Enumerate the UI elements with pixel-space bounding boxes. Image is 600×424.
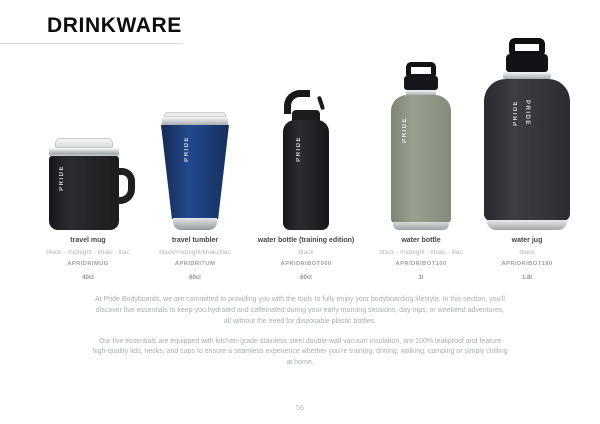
product-colorways: black - midnight - khaki - lilac xyxy=(46,249,130,256)
product-name: water bottle (training edition) xyxy=(257,237,355,244)
product-colorways: black - midnight - khaki - lilac xyxy=(379,249,463,256)
bottle-flip-lever xyxy=(317,96,325,111)
brand-logo-mark: PRIDE xyxy=(524,100,530,126)
product-name: travel mug xyxy=(70,237,106,244)
page-number: 56 xyxy=(295,403,305,412)
travel-mug-image xyxy=(28,36,148,230)
tumbler-steel-base xyxy=(173,218,217,230)
brand-logo-mark: PRIDE xyxy=(296,136,302,162)
code-volume-separator: - xyxy=(194,267,196,273)
travel-mug-illustration xyxy=(41,138,135,230)
product-colorways: black xyxy=(298,249,314,256)
description-paragraph-2: Our five essentials are equipped with kitchen-grade stainless steel double-wall vacuum insulation, are 100% leakproof and feature high-quality lids, necks, and caps to ensure a seamless experience whether you're training, driving, walking, camping or simply chilling at home. xyxy=(92,337,508,367)
product-name: travel tumbler xyxy=(171,237,219,244)
brand-logo-mark: PRIDE xyxy=(513,100,519,126)
brand-logo-mark: PRIDE xyxy=(59,165,65,191)
tumbler-body xyxy=(161,125,229,219)
code-volume-separator: - xyxy=(87,267,89,273)
product-code: APRIDRIBOT100 xyxy=(395,261,447,267)
product-volume: 60cl xyxy=(300,275,312,281)
mug-clear-lid xyxy=(55,138,113,148)
description-paragraph-1: At Pride Bodyboards, we are committed to providing you with the tools to fully enjoy your bodyboarding lifestyle. In this section, you'll discover five essentials to keep you hydrated and caffeinated during your early morning sessions, day trips, or weekend adventures, all without the need for disposable plastic bottles. xyxy=(95,296,505,325)
bottle-body xyxy=(391,95,451,223)
water-jug-illustration xyxy=(482,38,572,230)
product-volume: 1l xyxy=(418,275,424,281)
section-description xyxy=(92,295,508,378)
steel-neck-ring xyxy=(503,72,551,79)
mug-steel-band xyxy=(49,148,119,156)
water-bottle-training-image xyxy=(246,36,366,230)
product-name: water bottle xyxy=(401,237,441,244)
product-name: water jug xyxy=(511,237,543,244)
product-card-water-bottle xyxy=(361,36,481,281)
product-colorways: black/midnight/khaki/lilac xyxy=(159,249,231,256)
steel-base-ring xyxy=(393,222,449,230)
travel-tumbler-image xyxy=(135,36,255,230)
code-volume-separator: - xyxy=(305,267,307,273)
mug-handle xyxy=(117,168,135,204)
tumbler-steel-lid xyxy=(162,117,228,125)
training-bottle-illustration xyxy=(278,88,334,230)
product-code: APRIDRIMUG xyxy=(67,261,109,267)
code-volume-separator: - xyxy=(420,267,422,273)
product-volume: 40cl xyxy=(82,275,94,281)
bottle-body xyxy=(283,120,329,230)
jug-cap xyxy=(506,54,548,72)
product-card-travel-mug xyxy=(28,36,148,281)
product-code: APRIDRIBOT060 xyxy=(280,261,332,267)
steel-base-ring xyxy=(487,220,567,230)
page-title: DRINKWARE xyxy=(47,14,182,37)
product-code: APRIDRIBOT180 xyxy=(501,261,553,267)
product-volume: 1.8l xyxy=(521,275,532,281)
product-code: APRIDRITUM xyxy=(174,261,216,267)
water-bottle-image xyxy=(361,36,481,230)
water-jug-image xyxy=(467,36,587,230)
product-card-water-bottle-training xyxy=(246,36,366,281)
bottle-cap xyxy=(404,76,438,90)
product-colorways: black xyxy=(519,249,535,256)
travel-tumbler-illustration xyxy=(160,112,230,230)
product-card-water-jug xyxy=(467,36,587,281)
code-volume-separator: - xyxy=(526,267,528,273)
brand-logo-mark: PRIDE xyxy=(402,117,408,143)
brand-logo-mark: PRIDE xyxy=(184,136,190,162)
product-card-travel-tumbler xyxy=(135,36,255,281)
product-volume: 60cl xyxy=(189,275,201,281)
water-bottle-illustration xyxy=(389,62,453,230)
